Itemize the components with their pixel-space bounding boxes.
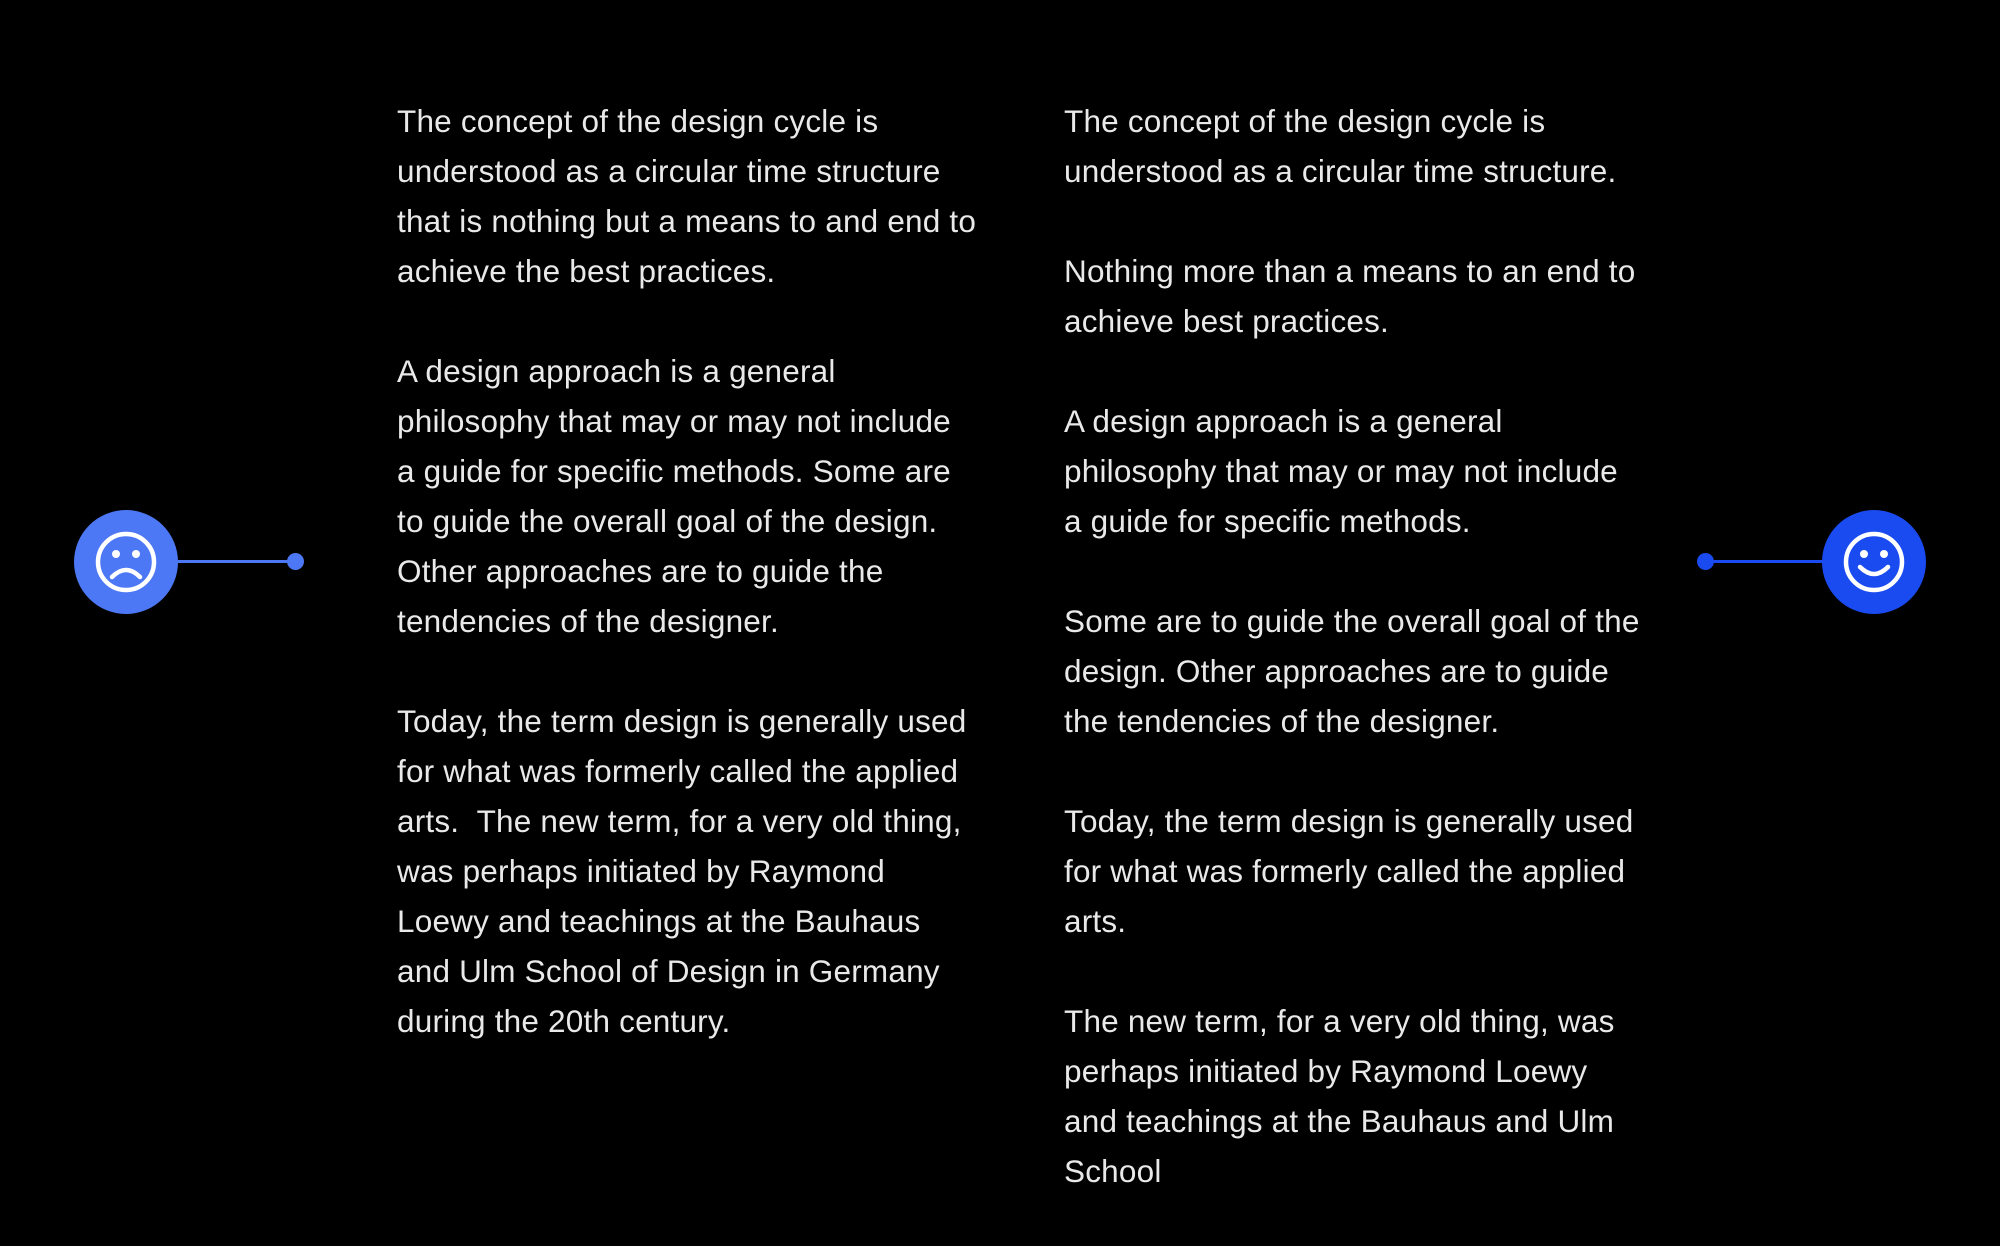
left-text-column (397, 96, 986, 1096)
right-paragraph-1: The concept of the design cycle is understood as a circular time structure. (1064, 103, 1617, 189)
left-paragraph-1: The concept of the design cycle is understood as a circular time structure that is nothing but a means to and end to achieve the best practices. (397, 103, 986, 289)
left-paragraph-2: A design approach is a general philosophy that may or may not include a guide for specific methods. Some are to guide the overall goal of the design. Other approaches are to guide the tendencies of the designer. (397, 353, 960, 639)
happy-face-marker (1822, 510, 1926, 614)
right-paragraph-5: Today, the term design is generally used for what was formerly called the applied arts. (1064, 803, 1643, 939)
right-paragraph-2: Nothing more than a means to an end to achieve best practices. (1064, 253, 1645, 339)
right-connector-line (1704, 560, 1826, 563)
right-paragraph-4: Some are to guide the overall goal of the design. Other approaches are to guide the tendencies of the designer. (1064, 603, 1649, 739)
right-paragraph-6: The new term, for a very old thing, was perhaps initiated by Raymond Loewy and teachings at the Bauhaus and Ulm School (1064, 1003, 1624, 1189)
right-text-column (1064, 96, 1649, 1246)
sad-face-marker (74, 510, 178, 614)
sad-face-icon (93, 529, 159, 595)
left-paragraph-3: Today, the term design is generally used for what was formerly called the applied arts. The new term, for a very old thing, was perhaps initiated by Raymond Loewy and teachings at the Bauhaus and Ulm School of Design in Germany during the 20th century. (397, 703, 976, 1039)
left-connector-dot (287, 553, 304, 570)
right-paragraph-3: A design approach is a general philosophy that may or may not include a guide for specific methods. (1064, 403, 1627, 539)
happy-face-icon (1841, 529, 1907, 595)
left-connector-line (176, 560, 296, 563)
